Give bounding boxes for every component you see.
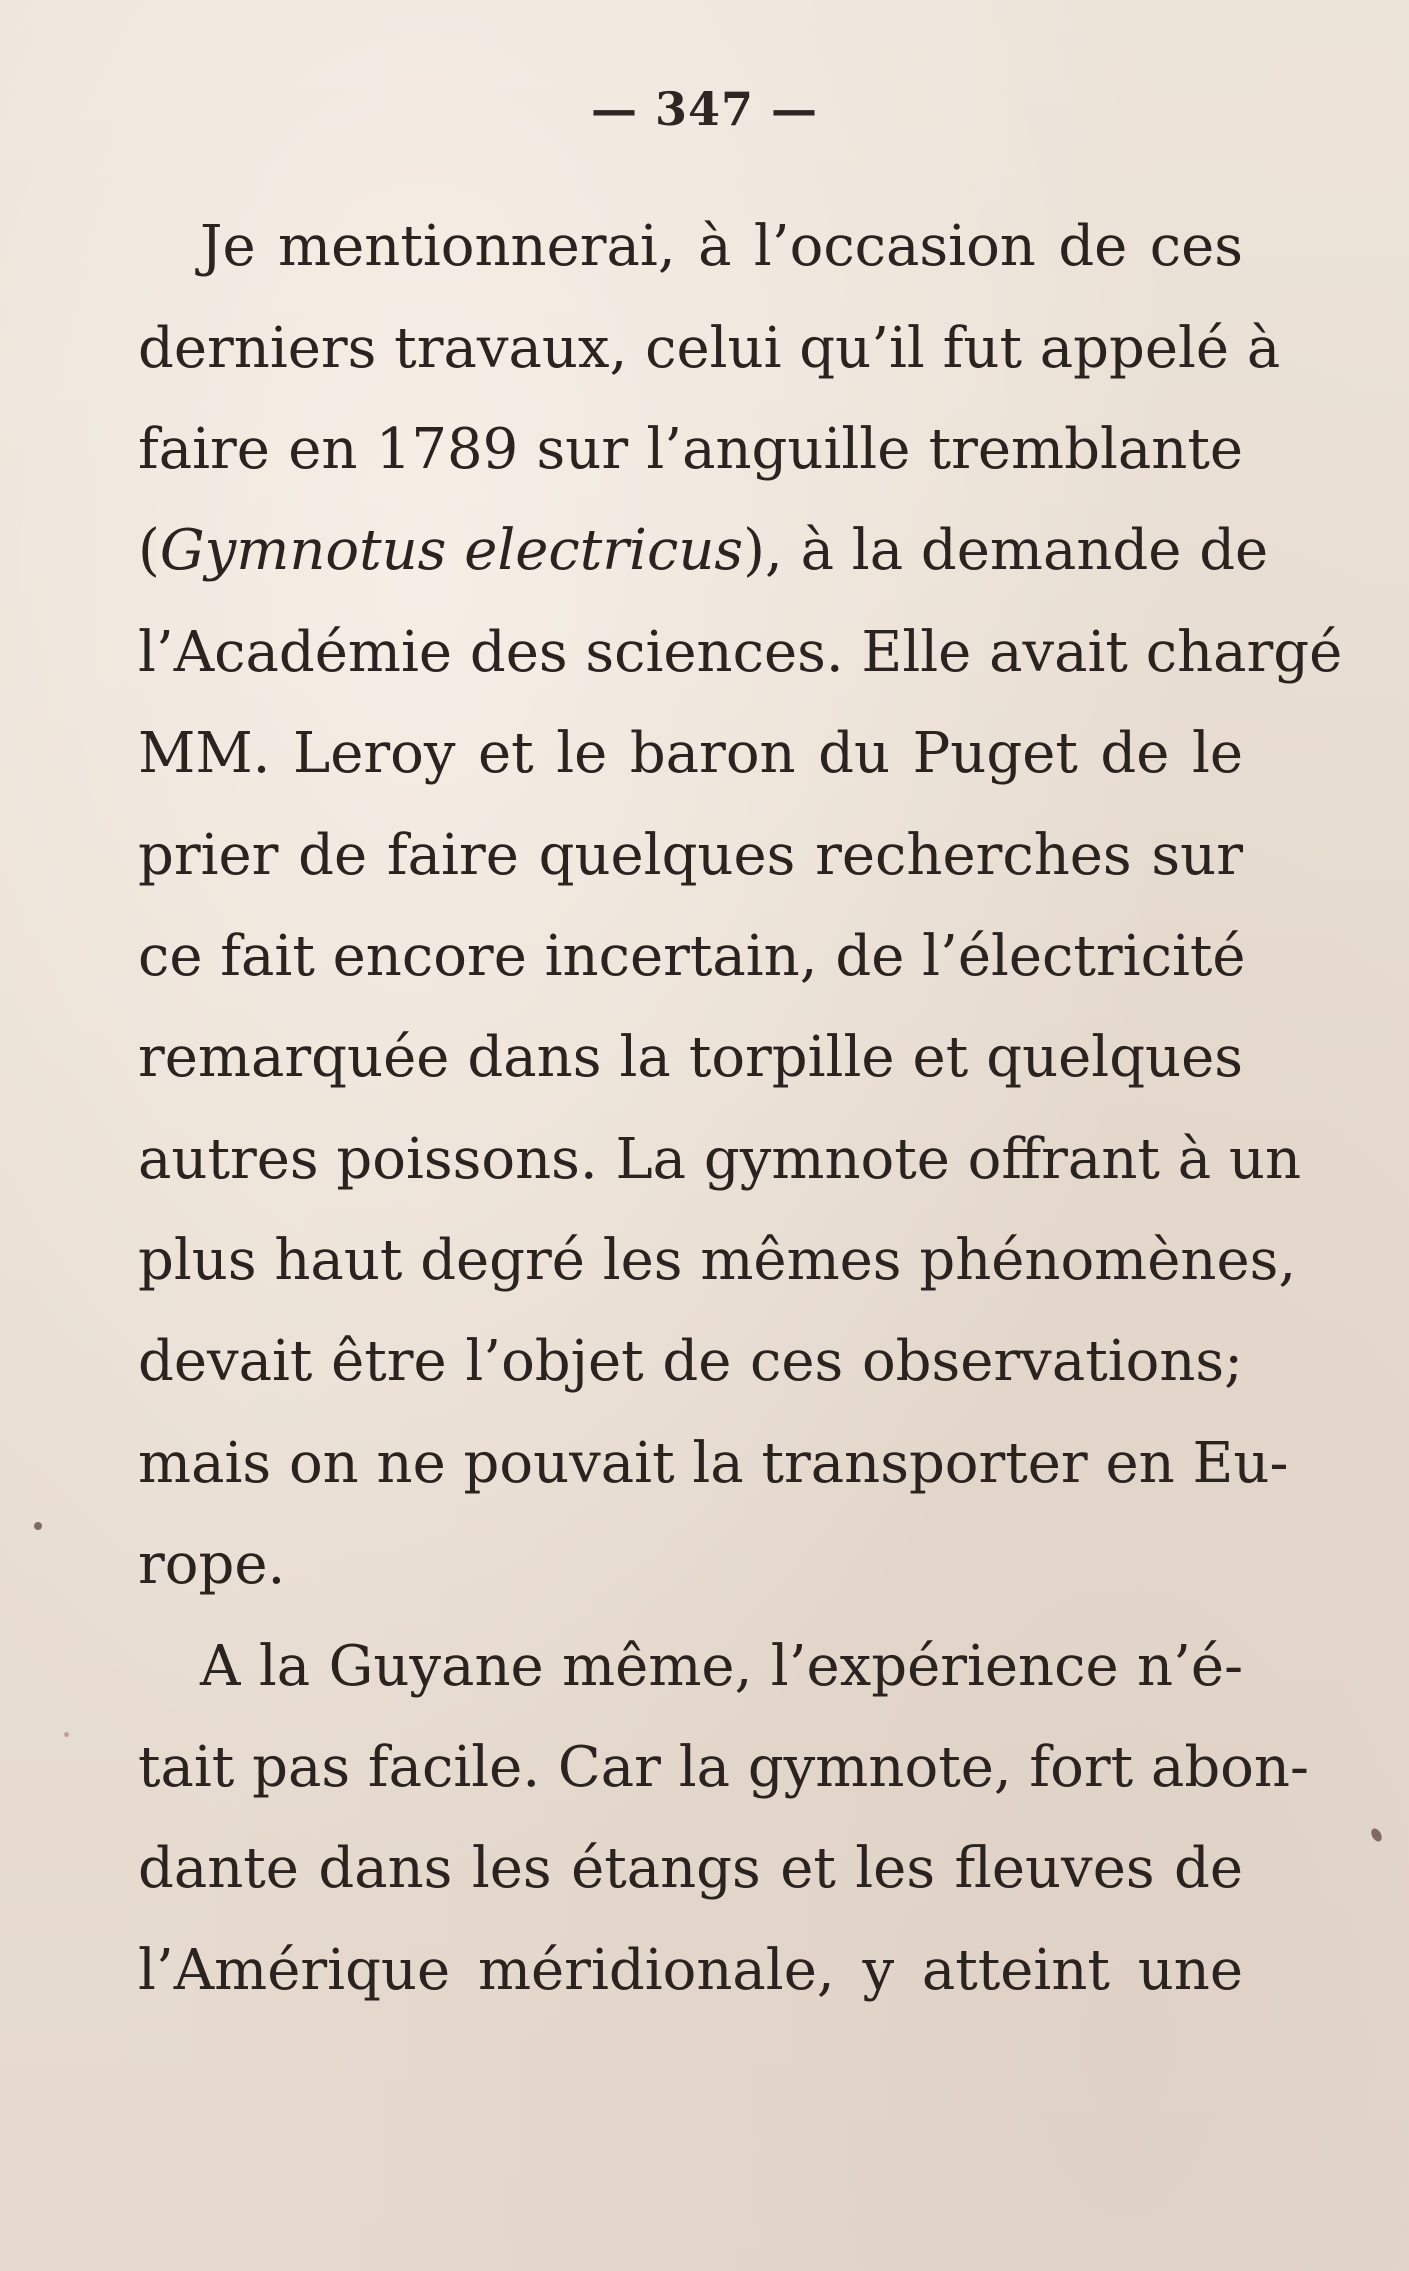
text-fragment: ), à la demande de xyxy=(743,518,1269,583)
paper-speck xyxy=(1369,1827,1384,1844)
text-line: l’Amérique méridionale, y atteint une xyxy=(138,1938,1243,2003)
text-line: rope. xyxy=(138,1532,286,1597)
species-name: Gymnotus electricus xyxy=(159,518,744,583)
text-line: prier de faire quelques recherches sur xyxy=(138,823,1243,888)
text-line: MM. Leroy et le baron du Puget de le xyxy=(138,721,1243,786)
text-line: l’Académie des sciences. Elle avait chargé xyxy=(138,620,1343,685)
text-line: devait être l’objet de ces observations; xyxy=(138,1329,1243,1394)
text-line: faire en 1789 sur l’anguille tremblante xyxy=(138,417,1243,482)
text-line: Je mentionnerai, à l’occasion de ces xyxy=(200,214,1243,279)
text-line: remarquée dans la torpille et quelques xyxy=(138,1025,1243,1090)
text-line xyxy=(138,518,1269,584)
paren-open: ( xyxy=(138,518,160,583)
text-line: mais on ne pouvait la transporter en Eu- xyxy=(138,1431,1289,1496)
paper-speck xyxy=(64,1732,69,1737)
paper-speck xyxy=(34,1522,42,1530)
text-line: derniers travaux, celui qu’il fut appelé à xyxy=(138,316,1281,381)
text-line: dante dans les étangs et les fleuves de xyxy=(138,1836,1243,1901)
text-line: ce fait encore incertain, de l’électricité xyxy=(138,924,1246,989)
text-line: A la Guyane même, l’expérience n’é- xyxy=(200,1634,1243,1699)
text-line: autres poissons. La gymnote offrant à un xyxy=(138,1127,1302,1192)
page-number: — 347 — xyxy=(590,82,819,136)
text-line: plus haut degré les mêmes phénomènes, xyxy=(138,1228,1297,1293)
text-line: tait pas facile. Car la gymnote, fort abon- xyxy=(138,1735,1309,1800)
